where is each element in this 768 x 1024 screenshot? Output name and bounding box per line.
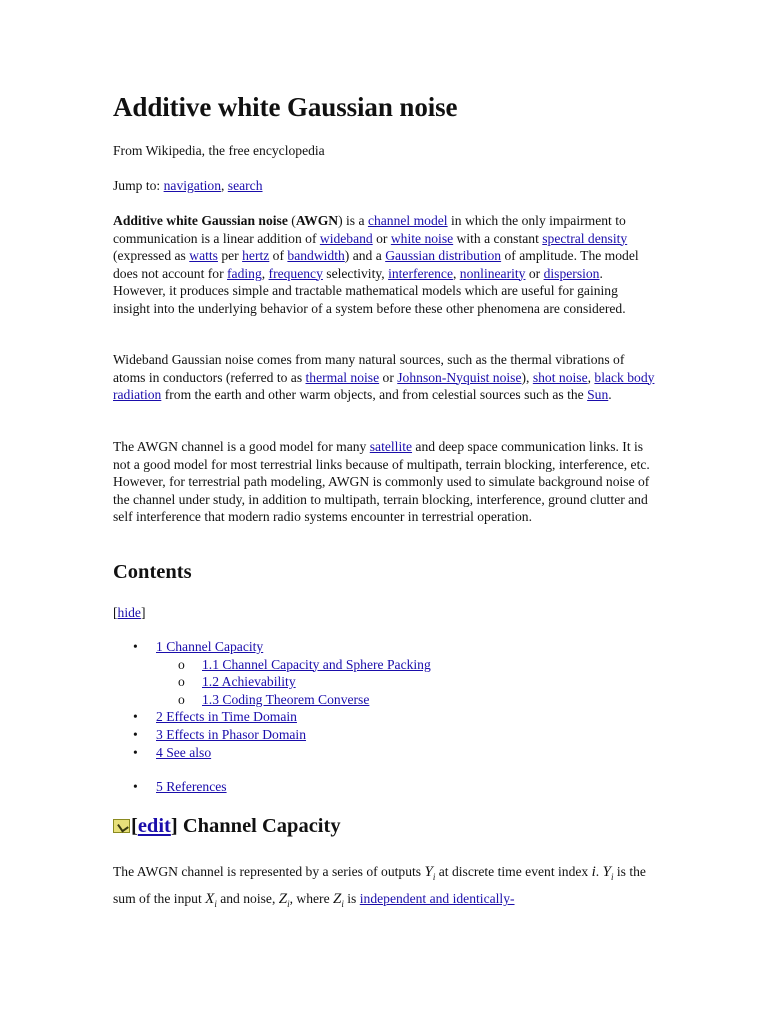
toc-link-sphere-packing[interactable]: 1.1 Channel Capacity and Sphere Packing — [202, 656, 431, 672]
page-title: Additive white Gaussian noise — [113, 92, 458, 122]
text: The AWGN channel is represented by a series of outputs — [113, 864, 425, 879]
link-channel-model[interactable]: channel model — [367, 213, 448, 228]
text: . However, it produces simple and tractable mathematical models which are useful for gaining insight into the underlying behavior of a system before these other phenomena are considered. — [113, 265, 626, 316]
link-watts[interactable]: watts — [189, 248, 218, 263]
text: ) and a — [344, 248, 386, 263]
text: , — [587, 369, 595, 385]
bullet: • — [133, 726, 138, 742]
text: from the earth and other warm objects, and from celestial sources such as the — [161, 387, 588, 402]
link-spectral-density[interactable]: spectral density — [542, 230, 628, 246]
usage-paragraph — [113, 438, 658, 526]
link-dispersion[interactable]: dispersion — [543, 265, 600, 281]
text: or — [372, 230, 391, 246]
math-Y-i — [603, 864, 614, 880]
bullet: • — [133, 639, 138, 654]
toc-link-achievability[interactable]: 1.2 Achievability — [202, 674, 296, 690]
abbr-bold: AWGN — [295, 213, 339, 228]
text: The AWGN channel is a good model for many — [113, 439, 370, 454]
text: (expressed as — [113, 248, 190, 263]
toc-item — [113, 656, 431, 674]
toc-list-refs — [113, 778, 227, 796]
text: selectivity, — [322, 265, 389, 281]
text: is the sum of the input — [113, 864, 646, 906]
text: or — [379, 369, 398, 385]
text: or — [525, 265, 544, 281]
toc-link-time-domain[interactable]: 2 Effects in Time Domain — [156, 709, 297, 725]
link-frequency[interactable]: frequency — [268, 265, 323, 281]
toc-link-channel-capacity[interactable]: 1 Channel Capacity — [156, 639, 264, 654]
link-black-body-radiation[interactable]: black body radiation — [113, 369, 655, 402]
toc-item — [113, 744, 431, 762]
link-thermal-noise[interactable]: thermal noise — [305, 369, 380, 385]
search-link[interactable]: search — [227, 178, 263, 193]
tagline: From Wikipedia, the free encyclopedia — [113, 143, 325, 158]
term-bold: Additive white Gaussian noise — [113, 213, 288, 228]
math-sub: i — [341, 899, 344, 909]
math-symbol: X — [205, 891, 215, 907]
text: , — [261, 265, 269, 281]
bullet: • — [133, 744, 138, 760]
sources-paragraph — [113, 351, 658, 404]
text: is — [343, 891, 360, 906]
text: , — [452, 265, 460, 281]
math-i: i — [591, 864, 596, 880]
link-hertz[interactable]: hertz — [242, 248, 270, 263]
math-X-i — [205, 891, 217, 907]
math-sub: i — [432, 872, 436, 882]
math-symbol: Y — [424, 864, 433, 880]
bracket: ] — [170, 815, 178, 837]
text: in which the only impairment to communication is a linear addition of — [113, 213, 626, 246]
capacity-paragraph — [113, 861, 658, 915]
math-sub: i — [287, 899, 290, 909]
jump-prefix: Jump to: — [113, 178, 164, 193]
bullet: • — [133, 709, 138, 725]
subbullet: o — [178, 674, 185, 690]
jump-sep: , — [221, 178, 228, 193]
bracket: [ — [131, 815, 138, 837]
link-nonlinearity[interactable]: nonlinearity — [459, 265, 526, 281]
toc-item — [113, 708, 431, 726]
text: . — [595, 864, 603, 879]
toc-link-phasor-domain[interactable]: 3 Effects in Phasor Domain — [156, 726, 307, 742]
text: and deep space communication links. It is not a good model for most terrestrial links because of multipath, terrain blocking, interference, etc. However, for terrestrial path modeling, AWGN is commonly used to simulate background noise of the channel under study, in addition to multipath, terrain blocking, interference, ground clutter and self interference that modern radio systems encounter in terrestrial operation. — [113, 439, 650, 524]
bracket: ] — [140, 605, 146, 620]
text: per — [217, 248, 243, 263]
math-symbol: Y — [602, 864, 611, 880]
section-heading-channel-capacity — [113, 815, 341, 838]
link-gaussian-distribution[interactable]: Gaussian distribution — [385, 248, 502, 263]
math-symbol: Z — [333, 891, 342, 907]
text: Wideband Gaussian noise comes from many natural sources, such as the thermal vibrations of atoms in conductors (referred to as — [113, 352, 625, 385]
text: at discrete time event index — [435, 864, 592, 879]
edit-pencil-icon[interactable] — [113, 819, 130, 833]
jump-links — [113, 177, 658, 195]
toc-item — [113, 673, 431, 691]
math-Z-i — [279, 891, 290, 907]
link-shot-noise[interactable]: shot noise — [532, 369, 588, 385]
text: of — [269, 248, 288, 263]
navigation-link[interactable]: navigation — [163, 178, 221, 193]
math-Z-i — [333, 891, 344, 907]
text: ( — [287, 213, 296, 228]
bullet: • — [133, 779, 138, 794]
toc-link-converse[interactable]: 1.3 Coding Theorem Converse — [202, 691, 370, 707]
link-iid[interactable]: independent and identically- — [359, 891, 515, 906]
section-title: Channel Capacity — [177, 815, 341, 837]
subbullet: o — [178, 656, 185, 672]
math-Y-i — [424, 864, 435, 880]
bracket: [ — [113, 605, 118, 620]
toc-item — [113, 778, 227, 796]
toc-item — [113, 638, 431, 656]
text: of amplitude. The model does not account for — [113, 248, 639, 281]
link-fading[interactable]: fading — [227, 265, 262, 281]
math-sub: i — [214, 899, 217, 909]
toc-link-references[interactable]: 5 References — [156, 779, 227, 794]
text: ) is a — [338, 213, 368, 228]
subbullet: o — [178, 691, 185, 707]
text: and noise, — [216, 891, 279, 906]
contents-toggle — [113, 604, 658, 622]
math-symbol: Z — [278, 891, 288, 907]
text: ), — [521, 369, 533, 385]
toc-item — [113, 691, 431, 709]
link-white-noise[interactable]: white noise — [390, 230, 454, 246]
toc-link-see-also[interactable]: 4 See also — [156, 744, 212, 760]
contents-heading: Contents — [113, 561, 192, 583]
toc-list-main — [113, 638, 431, 761]
link-wideband[interactable]: wideband — [319, 230, 373, 246]
toc-item — [113, 726, 431, 744]
intro-paragraph — [113, 212, 658, 317]
link-bandwidth[interactable]: bandwidth — [287, 248, 345, 263]
text: with a constant — [453, 230, 543, 246]
link-sun[interactable]: Sun — [587, 387, 609, 402]
text: . — [608, 387, 612, 402]
text: , where — [289, 891, 334, 906]
hide-contents-link[interactable]: hide — [117, 605, 141, 620]
link-johnson-nyquist[interactable]: Johnson-Nyquist noise — [397, 369, 522, 385]
link-interference[interactable]: interference — [388, 265, 453, 281]
link-satellite[interactable]: satellite — [369, 439, 413, 454]
math-sub: i — [610, 872, 614, 882]
edit-section-link[interactable]: edit — [137, 815, 171, 837]
